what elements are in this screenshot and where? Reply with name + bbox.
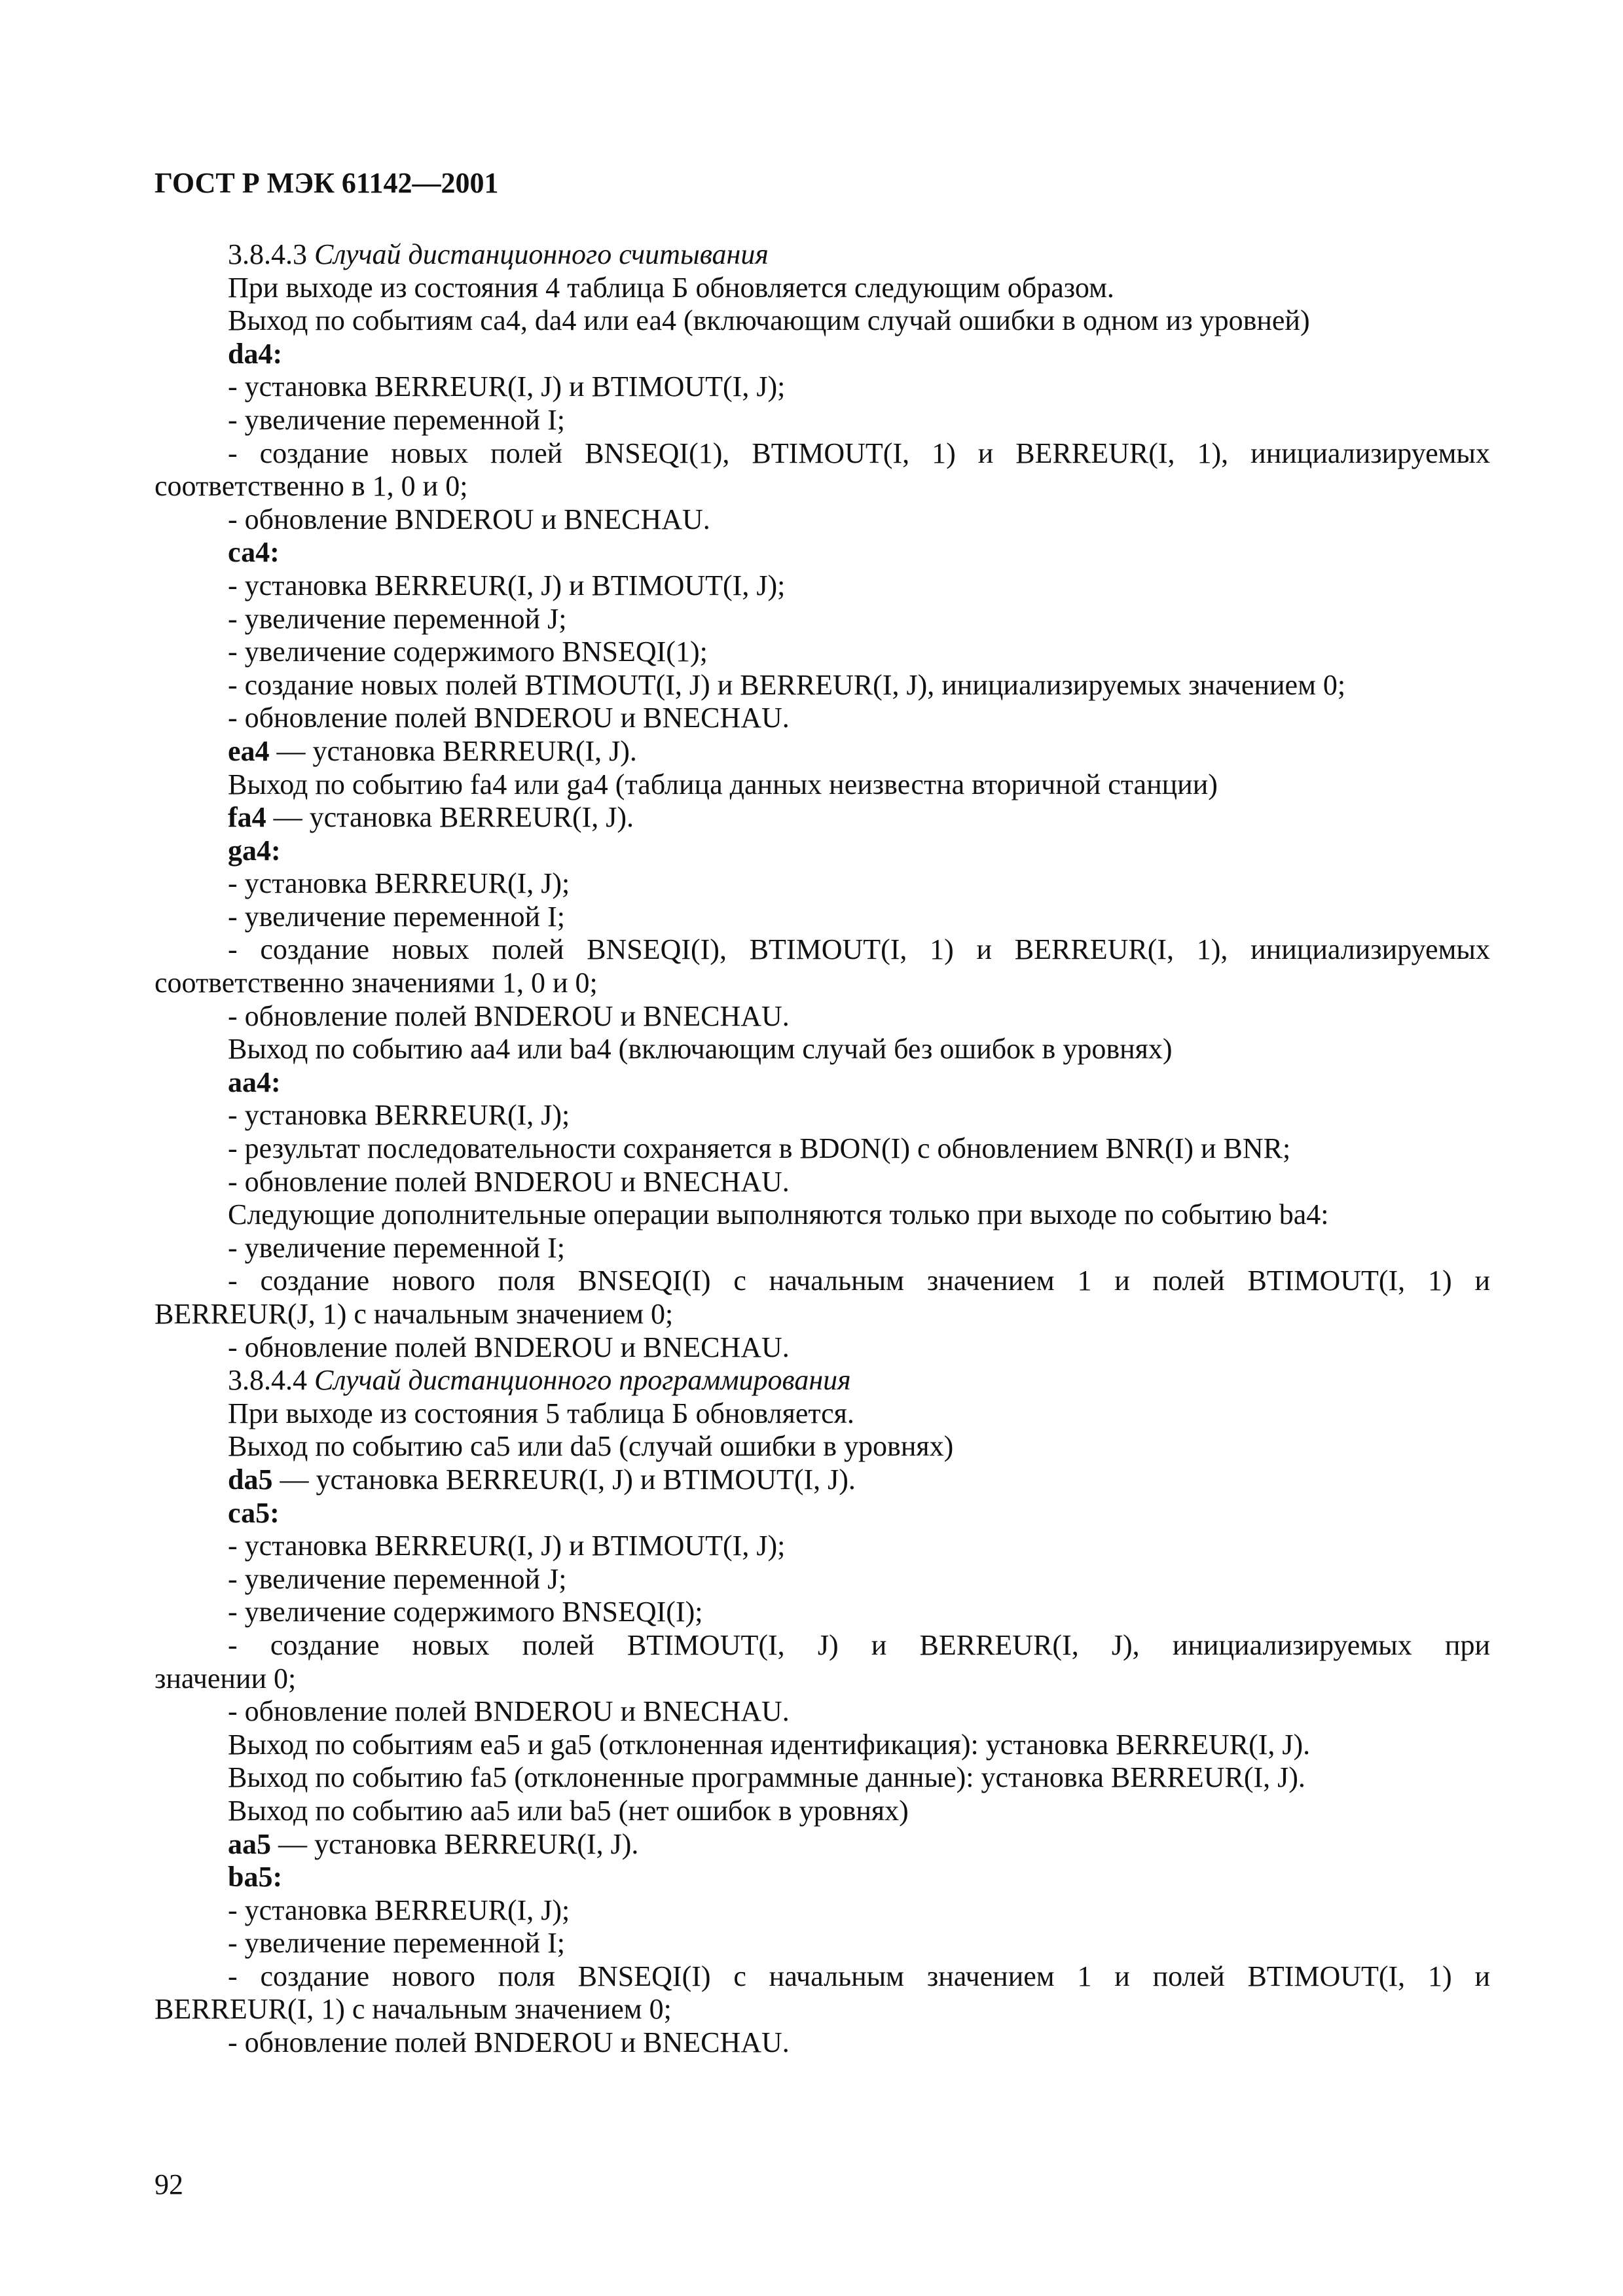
section-title: Случай дистанционного считывания: [314, 238, 769, 270]
event-text: — установка BERREUR(I, J).: [266, 801, 634, 834]
paragraph: Выход по событиям са4, da4 или еа4 (включающим случай ошибки в одном из уровней): [228, 304, 1310, 337]
list-item: - создание новых полей BTIMOUT(I, J) и BERREUR(I, J), инициализируемых при: [228, 1628, 1490, 1661]
list-item: - установка BERREUR(I, J) и BTIMOUT(I, J);: [228, 1530, 786, 1562]
section-number: 3.8.4.3: [228, 238, 307, 270]
list-item: - создание новых полей BNSEQI(1), BTIMOUT(I, 1) и BERREUR(I, 1), инициализируемых: [228, 437, 1490, 469]
paragraph: Выход по событию fa5 (отклоненные программные данные): установка BERREUR(I, J).: [228, 1761, 1305, 1794]
paragraph: Следующие дополнительные операции выполняются только при выходе по событию ba4:: [228, 1198, 1329, 1231]
event-text: — установка BERREUR(I, J).: [271, 1827, 639, 1860]
paragraph: При выходе из состояния 5 таблица Б обновляется.: [228, 1397, 854, 1429]
list-item: - увеличение переменной J;: [228, 1562, 567, 1595]
document-header: ГОСТ Р МЭК 61142—2001: [155, 167, 499, 199]
event-text: — установка BERREUR(I, J) и BTIMOUT(I, J).: [272, 1463, 856, 1496]
list-item: - обновление полей BNDEROU и BNECHAU.: [228, 1165, 790, 1198]
list-item: - создание нового поля BNSEQI(I) с начальным значением 1 и полей BTIMOUT(I, 1) и: [228, 1265, 1490, 1297]
page-number: 92: [155, 2168, 183, 2200]
event-label-ea4: еа4: [228, 734, 270, 767]
list-item: - увеличение переменной I;: [228, 1231, 565, 1264]
list-item: - создание новых полей BNSEQI(I), BTIMOUT(I, 1) и BERREUR(I, 1), инициализируемых: [228, 933, 1490, 966]
paragraph: Выход по событию fa4 или ga4 (таблица данных неизвестна вторичной станции): [228, 768, 1218, 800]
list-item: - установка BERREUR(I, J);: [228, 1099, 570, 1132]
list-item-continuation: соответственно значениями 1, 0 и 0;: [155, 967, 598, 999]
paragraph: Выход по событию аа4 или ba4 (включающим случай без ошибок в уровнях): [228, 1033, 1173, 1066]
event-label-da5: da5: [228, 1463, 273, 1496]
list-item: - обновление полей BNDEROU и BNECHAU.: [228, 999, 790, 1032]
list-item: - установка BERREUR(I, J) и BTIMOUT(I, J);: [228, 370, 786, 403]
list-item: - результат последовательности сохраняется в BDON(I) с обновлением BNR(I) и BNR;: [228, 1132, 1291, 1165]
section-number: 3.8.4.4: [228, 1364, 307, 1397]
list-item: - увеличение переменной I;: [228, 403, 565, 436]
list-item: - обновление полей BNDEROU и BNECHAU.: [228, 2026, 790, 2059]
list-item-continuation: соответственно в 1, 0 и 0;: [155, 470, 468, 503]
list-item: - обновление BNDEROU и BNECHAU.: [228, 503, 710, 535]
event-label-aa4: аа4:: [228, 1066, 281, 1098]
paragraph: При выходе из состояния 4 таблица Б обновляется следующим образом.: [228, 271, 1114, 304]
section-heading-3844: [155, 1364, 1490, 1397]
list-item: - установка BERREUR(I, J);: [228, 867, 570, 900]
event-line-fa4: [155, 801, 1490, 834]
paragraph: Выход по событиям еа5 и ga5 (отклоненная идентификация): установка BERREUR(I, J).: [228, 1728, 1311, 1761]
list-item: - обновление полей BNDEROU и BNECHAU.: [228, 1695, 790, 1728]
event-line-aa5: [155, 1828, 1490, 1861]
document-body: [155, 238, 1490, 2060]
event-label-ca5: са5:: [228, 1496, 280, 1529]
list-item: - увеличение переменной I;: [228, 900, 565, 933]
paragraph: Выход по событию са5 или da5 (случай ошибки в уровнях): [228, 1430, 954, 1463]
event-line-da5: [155, 1463, 1490, 1497]
list-item-continuation: BERREUR(J, 1) с начальным значением 0;: [155, 1298, 674, 1330]
event-label-ga4: ga4:: [228, 834, 281, 867]
list-item: - увеличение содержимого BNSEQI(1);: [228, 636, 708, 668]
event-label-fa4: fa4: [228, 801, 266, 834]
list-item: - обновление полей BNDEROU и BNECHAU.: [228, 702, 790, 734]
event-label-ca4: са4:: [228, 536, 280, 569]
list-item: - увеличение переменной J;: [228, 602, 567, 635]
list-item-continuation: значении 0;: [155, 1662, 297, 1695]
event-line-ea4: [155, 735, 1490, 768]
list-item: - установка BERREUR(I, J);: [228, 1893, 570, 1926]
list-item-continuation: BERREUR(I, 1) с начальным значением 0;: [155, 1993, 672, 2026]
list-item: - создание новых полей BTIMOUT(I, J) и BERREUR(I, J), инициализируемых значением 0;: [228, 668, 1346, 701]
list-item: - установка BERREUR(I, J) и BTIMOUT(I, J);: [228, 569, 786, 601]
list-item: - увеличение содержимого BNSEQI(I);: [228, 1596, 703, 1628]
list-item: - увеличение переменной I;: [228, 1927, 565, 1960]
list-item: - создание нового поля BNSEQI(I) с начальным значением 1 и полей BTIMOUT(I, 1) и: [228, 1960, 1490, 1992]
event-text: — установка BERREUR(I, J).: [269, 734, 637, 767]
event-label-aa5: аа5: [228, 1827, 271, 1860]
paragraph: Выход по событию аа5 или ba5 (нет ошибок в уровнях): [228, 1794, 909, 1827]
event-label-da4: da4:: [228, 337, 283, 370]
event-label-ba5: ba5:: [228, 1861, 283, 1893]
section-title: Случай дистанционного программирования: [314, 1364, 851, 1397]
section-heading-3843: [155, 238, 1490, 272]
list-item: - обновление полей BNDEROU и BNECHAU.: [228, 1331, 790, 1363]
